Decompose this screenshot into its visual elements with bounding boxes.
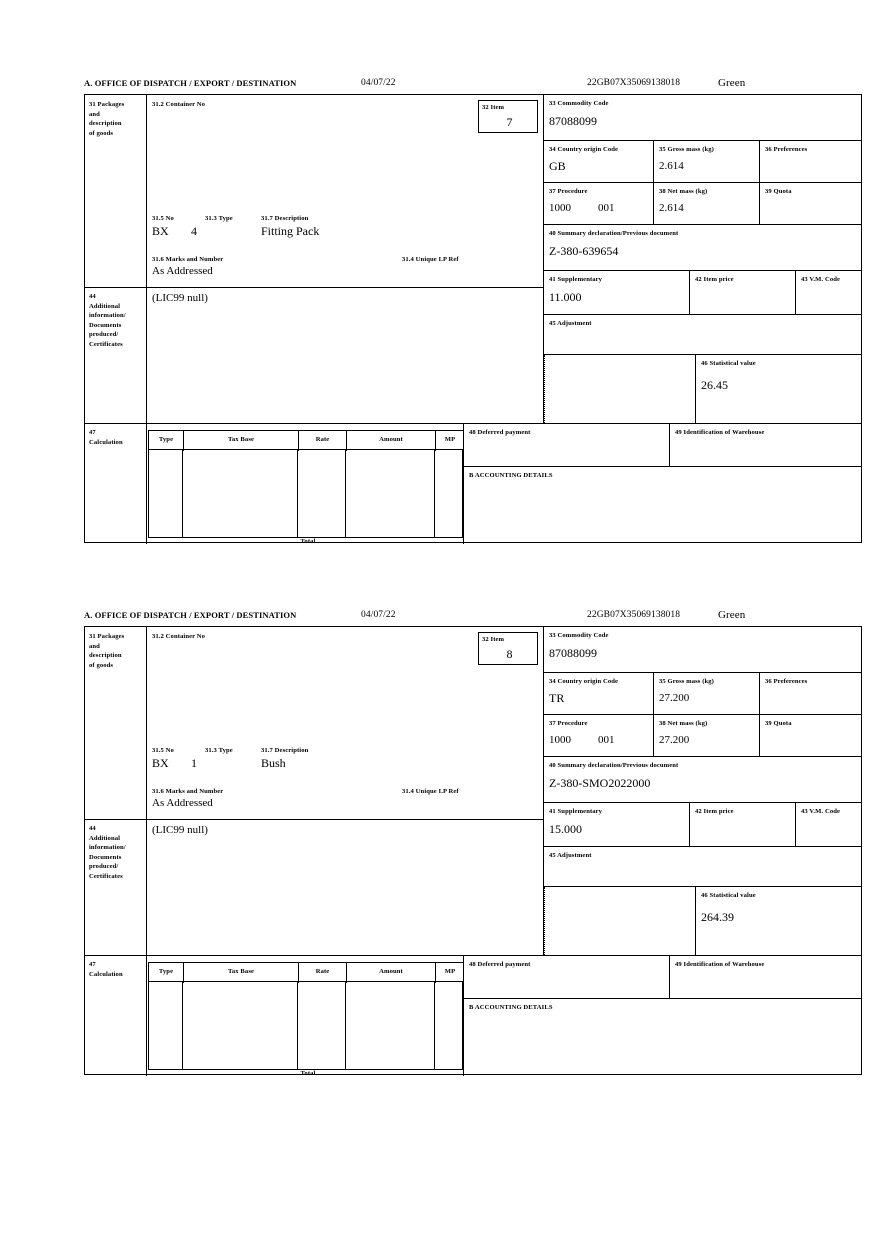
country-origin-value: TR [549,690,565,705]
marks-and-number-label: 31.6 Marks and Number [152,256,224,263]
type-label: 31.3 Type [205,747,233,754]
box-40-previous-document [544,225,861,271]
commodity-code-value: 87088099 [549,645,597,660]
box-44-additional-information [147,819,543,955]
box-38-net-mass [654,715,760,757]
total-label: Total [300,1070,316,1077]
preferences-label: 36 Preferences [765,146,808,153]
item-price-label: 42 Item price [695,276,734,283]
additional-information-value: (LIC99 null) [152,292,208,304]
box-41-supplementary [544,803,690,847]
description-label: 31.7 Description [261,215,309,222]
quota-label: 39 Quota [765,720,792,727]
box-38-net-mass [654,183,760,225]
preferences-label: 36 Preferences [765,678,808,685]
procedure-label: 37 Procedure [549,720,588,727]
previous-document-value: Z-380-SMO2022000 [549,775,651,790]
box-32-item [478,100,538,133]
form-header [84,610,862,626]
box-31-marks-row [147,787,543,819]
column-header-mp: MP [444,436,456,443]
box-48-deferred-payment [463,423,669,467]
box-36-preferences [760,673,861,715]
gross-mass-value: 27.200 [659,691,690,704]
column-header-amount: Amount [379,968,403,975]
no-label: 31.5 No [152,215,174,222]
box-44-additional-information [147,287,543,423]
column-header-tax-base: Tax Base [227,436,255,443]
box-48-deferred-payment [463,955,669,999]
box-47-calculation-table [147,955,463,1076]
box-42-item-price [690,803,796,847]
item-label: 32 Item [482,636,505,643]
procedure-value-1: 1000 [549,733,571,746]
column-header-mp: MP [444,968,456,975]
box-31-label: 31 Packages and description of goods [85,627,147,819]
box-47-label: 47 Calculation [85,955,147,1076]
box-33-commodity-code [544,627,861,673]
unique-ip-ref-label: 31.4 Unique I.P Ref [402,788,459,795]
item-label: 32 Item [482,104,505,111]
box-47-label: 47 Calculation [85,423,147,544]
box-32-item [478,632,538,665]
column-header-amount: Amount [379,436,403,443]
statistical-value-label: 46 Statistical value [701,892,756,899]
box-b-accounting-details [463,999,861,1076]
column-header-type: Type [158,436,174,443]
accounting-details-label: B ACCOUNTING DETAILS [469,1004,553,1011]
box-39-quota [760,715,861,757]
box-42-item-price [690,271,796,315]
container-no-label: 31.2 Container No [152,633,206,640]
lane-status: Green [718,77,746,89]
column-header-rate: Rate [315,436,330,443]
box-45-adjustment [544,315,861,355]
no-label: 31.5 No [152,747,174,754]
country-origin-label: 34 Country origin Code [549,146,619,153]
procedure-label: 37 Procedure [549,188,588,195]
box-37-procedure [544,183,654,225]
column-header-tax-base: Tax Base [227,968,255,975]
gross-mass-label: 35 Gross mass (kg) [659,678,714,685]
box-31-marks-row [147,255,543,287]
description-label: 31.7 Description [261,747,309,754]
box-47-calculation-table [147,423,463,544]
procedure-value-2: 001 [598,201,615,214]
box-40-previous-document [544,757,861,803]
warehouse-identification-label: 49 Identification of Warehouse [675,961,765,968]
box-44-label: 44 Additional information/ Documents produced/ Certificates [85,287,147,423]
adjustment-label: 45 Adjustment [549,320,592,327]
box-34-country-origin [544,141,654,183]
dotted-separator [544,887,545,955]
box-35-gross-mass [654,673,760,715]
procedure-value-1: 1000 [549,201,571,214]
quota-label: 39 Quota [765,188,792,195]
box-31-label: 31 Packages and description of goods [85,95,147,287]
calculation-header-row [148,962,463,982]
calculation-total-row [148,1069,463,1085]
lane-status: Green [718,609,746,621]
item-number: 8 [506,646,513,661]
column-header-type: Type [158,968,174,975]
no-value: BX [152,756,169,770]
office-of-dispatch-label: A. OFFICE OF DISPATCH / EXPORT / DESTINATION [84,78,297,88]
item-number: 7 [506,114,513,129]
statistical-value-amount: 26.45 [701,377,728,392]
declaration-box [84,626,862,1075]
box-46-statistical-value [695,887,861,955]
calculation-total-row [148,537,463,553]
type-value: 4 [191,224,197,238]
gross-mass-value: 2.614 [659,159,684,172]
vm-code-label: 43 V.M. Code [801,276,841,283]
procedure-value-2: 001 [598,733,615,746]
movement-reference-number: 22GB07X35069138018 [587,610,681,620]
box-41-supplementary [544,271,690,315]
box-31-package-row [147,746,543,786]
box-43-vm-code [796,803,861,847]
type-value: 1 [191,756,197,770]
supplementary-label: 41 Supplementary [549,808,603,815]
supplementary-value: 11.000 [549,289,582,304]
net-mass-label: 38 Net mass (kg) [659,188,708,195]
marks-and-number-label: 31.6 Marks and Number [152,788,224,795]
marks-and-number-value: As Addressed [152,265,213,277]
container-no-label: 31.2 Container No [152,101,206,108]
statistical-value-label: 46 Statistical value [701,360,756,367]
calculation-body [148,982,463,1069]
net-mass-label: 38 Net mass (kg) [659,720,708,727]
box-49-warehouse-identification [669,423,861,467]
declaration-box [84,94,862,543]
type-label: 31.3 Type [205,215,233,222]
vm-code-label: 43 V.M. Code [801,808,841,815]
warehouse-identification-label: 49 Identification of Warehouse [675,429,765,436]
box-46-statistical-value [695,355,861,423]
commodity-code-label: 33 Commodity Code [549,632,609,639]
previous-document-value: Z-380-639654 [549,243,619,258]
net-mass-value: 27.200 [659,733,690,746]
commodity-code-value: 87088099 [549,113,597,128]
form-header [84,78,862,94]
box-36-preferences [760,141,861,183]
customs-declaration-form-1 [84,78,862,543]
deferred-payment-label: 48 Deferred payment [469,429,531,436]
customs-declaration-form-2 [84,610,862,1075]
description-value: Fitting Pack [261,224,320,238]
accounting-details-label: B ACCOUNTING DETAILS [469,472,553,479]
office-of-dispatch-label: A. OFFICE OF DISPATCH / EXPORT / DESTINATION [84,610,297,620]
box-31-package-row [147,214,543,254]
previous-document-label: 40 Summary declaration/Previous document [549,762,679,769]
no-value: BX [152,224,169,238]
box-33-commodity-code [544,95,861,141]
unique-ip-ref-label: 31.4 Unique I.P Ref [402,256,459,263]
calculation-header-row [148,430,463,450]
gross-mass-label: 35 Gross mass (kg) [659,146,714,153]
box-44-label: 44 Additional information/ Documents produced/ Certificates [85,819,147,955]
country-origin-label: 34 Country origin Code [549,678,619,685]
column-header-rate: Rate [315,968,330,975]
adjustment-label: 45 Adjustment [549,852,592,859]
declaration-date: 04/07/22 [361,78,396,88]
calculation-body [148,450,463,537]
statistical-value-amount: 264.39 [701,909,734,924]
box-b-accounting-details [463,467,861,544]
net-mass-value: 2.614 [659,201,684,214]
supplementary-label: 41 Supplementary [549,276,603,283]
description-value: Bush [261,756,286,770]
country-origin-value: GB [549,158,566,173]
box-39-quota [760,183,861,225]
commodity-code-label: 33 Commodity Code [549,100,609,107]
additional-information-value: (LIC99 null) [152,824,208,836]
box-45-adjustment [544,847,861,887]
box-43-vm-code [796,271,861,315]
box-49-warehouse-identification [669,955,861,999]
supplementary-value: 15.000 [549,821,582,836]
marks-and-number-value: As Addressed [152,797,213,809]
box-37-procedure [544,715,654,757]
box-35-gross-mass [654,141,760,183]
item-price-label: 42 Item price [695,808,734,815]
box-34-country-origin [544,673,654,715]
dotted-separator [544,355,545,423]
declaration-date: 04/07/22 [361,610,396,620]
total-label: Total [300,538,316,545]
previous-document-label: 40 Summary declaration/Previous document [549,230,679,237]
deferred-payment-label: 48 Deferred payment [469,961,531,968]
movement-reference-number: 22GB07X35069138018 [587,78,681,88]
